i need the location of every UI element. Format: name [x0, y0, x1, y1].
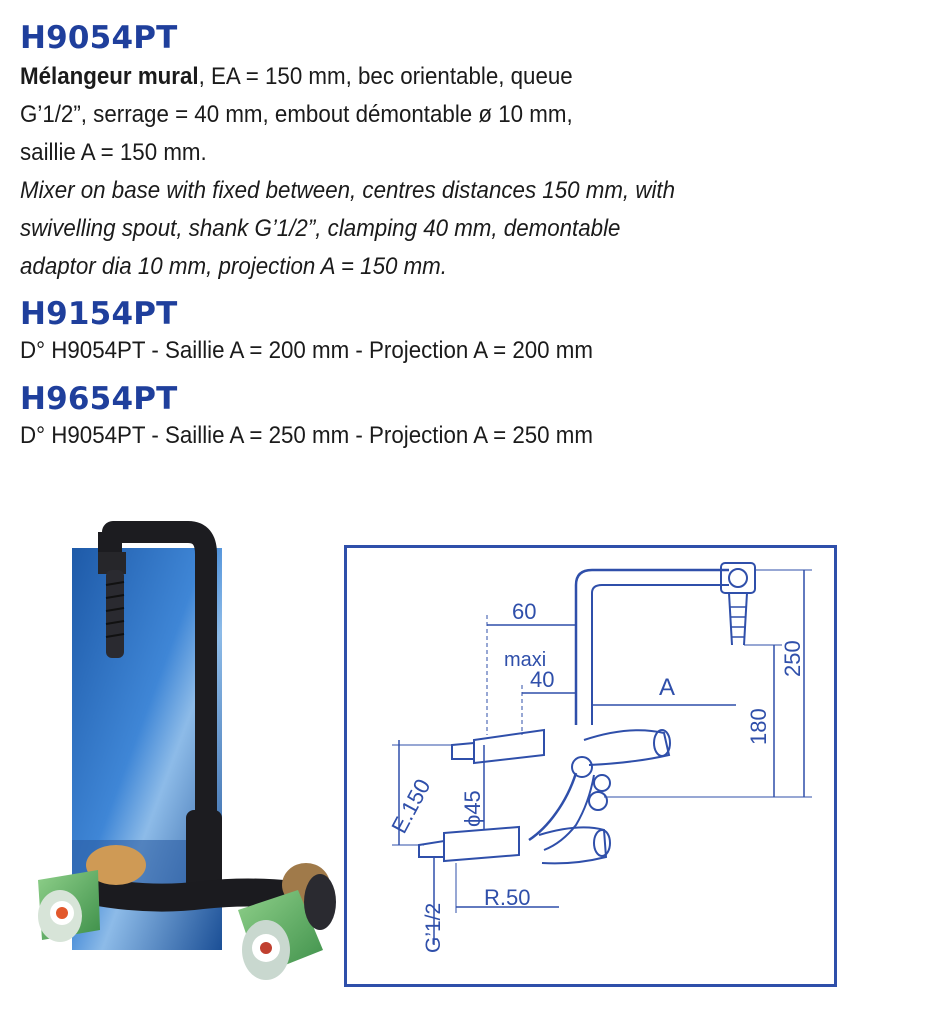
product-description: D° H9054PT - Saillie A = 250 mm - Projection A = 250 mm	[20, 422, 593, 449]
drawing-frame	[346, 547, 836, 986]
product-code: H9654PT	[20, 381, 178, 417]
product-code: H9054PT	[20, 20, 178, 56]
fr-line-1	[20, 58, 838, 96]
mixer-body	[88, 890, 293, 898]
drawing-body	[529, 773, 576, 840]
product-h9654pt	[20, 381, 900, 455]
en-line-3: adaptor dia 10 mm, projection A = 150 mm.	[20, 253, 447, 280]
product-description	[20, 58, 838, 286]
drawing-spout	[576, 570, 729, 725]
dim-180-label: 180	[746, 708, 771, 745]
fr-title: Mélangeur mural	[20, 63, 199, 90]
product-h9154pt	[20, 296, 900, 370]
product-code: H9154PT	[20, 296, 178, 332]
en-line-1: Mixer on base with fixed between, centres distances 150 mm, with	[20, 177, 676, 204]
body-column	[186, 810, 222, 890]
product-h9054pt	[20, 20, 900, 286]
dim-maxi-label: maxi	[504, 649, 547, 671]
fr-line-2: G’1/2”, serrage = 40 mm, embout démontable ø 10 mm,	[20, 101, 573, 128]
cold-indicator-icon	[260, 942, 272, 954]
technical-drawing	[344, 545, 838, 988]
left-handle	[38, 870, 100, 942]
dim-A-label: A	[659, 674, 676, 701]
dim-60-label: 60	[512, 599, 537, 624]
dim-40-label: 40	[530, 667, 555, 692]
product-description: D° H9054PT - Saillie A = 200 mm - Projection A = 200 mm	[20, 337, 593, 364]
dim-250-label: 250	[780, 640, 805, 677]
dim-R50-label: R.50	[484, 885, 531, 910]
fr-line-3: saillie A = 150 mm.	[20, 139, 207, 166]
fr-spec: , EA = 150 mm, bec orientable, queue	[198, 63, 573, 90]
en-line-2: swivelling spout, shank G’1/2”, clamping 40 mm, demontable	[20, 215, 621, 242]
dim-d45-label: ϕ45	[460, 790, 485, 827]
dim-G12-label: G’1/2	[422, 902, 445, 953]
product-photo	[28, 510, 348, 1000]
dim-E150-label: E.150	[386, 774, 436, 838]
hot-indicator-icon	[56, 907, 68, 919]
